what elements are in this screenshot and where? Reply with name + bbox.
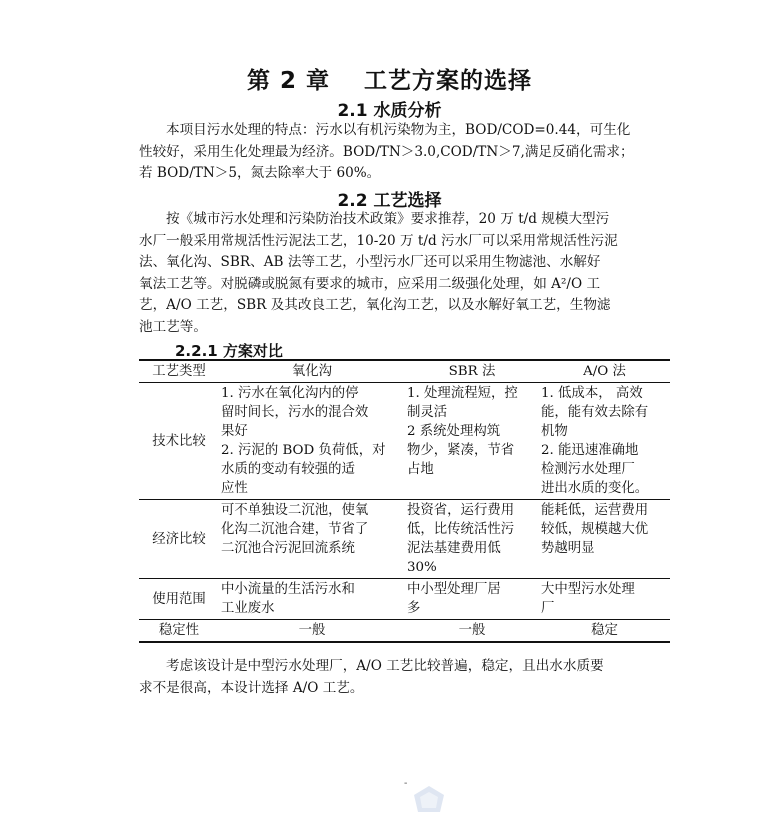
cell-line: 检测污水处理厂 [541,462,635,477]
table-row-economic [139,500,670,579]
cell-line: 可不单独设二沉池，使氧 [221,503,369,518]
cell-line: 低，比传统活性污 [407,522,515,537]
table-cell [219,579,405,620]
table-cell [405,383,539,500]
cell-line: 留时间长，污水的混合效 [221,405,369,420]
paragraph-line: 若 BOD/TN＞5，氮去除率大于 60%。 [139,165,381,181]
row-label: 技术比较 [139,383,219,500]
table-row-stability [139,620,670,643]
cell-line: 中小型处理厂居 [407,582,501,597]
table-row-technical [139,383,670,500]
cell-line: 物少，紧凑，节省 [407,443,515,458]
table-cell: 一般 [405,620,539,643]
table-header-cell: SBR 法 [405,360,539,383]
table-cell [219,383,405,500]
chapter-number: 第 2 章 [246,68,331,94]
row-label: 经济比较 [139,500,219,579]
cell-line: 应性 [221,481,248,496]
cell-line: 较低，规模越大优 [541,522,649,537]
table-header-row [139,360,670,383]
section-heading-2-1: 2.1 水质分析 [337,101,442,121]
paragraph-line: 按《城市污水处理和污染防治技术政策》要求推荐，20 万 t/d 规模大型污 [166,211,610,227]
chapter-title: 工艺方案的选择 [364,68,533,94]
paragraph-line: 考虑该设计是中型污水处理厂，A/O 工艺比较普遍，稳定，且出水水质要 [166,658,604,674]
cell-line: 2. 污泥的 BOD 负荷低，对 [221,443,386,458]
paragraph-line: 法、氧化沟、SBR、AB 法等工艺，小型污水厂还可以采用生物滤池、水解好 [139,254,601,270]
table-cell [405,500,539,579]
table-header-cell: A/O 法 [539,360,670,383]
cell-line: 中小流量的生活污水和 [221,582,355,597]
section-heading-2-2-1: 2.2.1 方案对比 [175,342,283,360]
cell-line: 投资省，运行费用 [407,503,515,518]
cell-line: 多 [407,601,421,616]
paragraph-line: 池工艺等。 [139,318,207,335]
paragraph-line: 水厂一般采用常规活性污泥法工艺，10-20 万 t/d 污水厂可以采用常规活性污泥 [139,232,618,249]
table-header-cell: 工艺类型 [139,360,219,383]
cell-line: 2 系统处理构筑 [407,424,501,439]
paragraph-line: 氧法工艺等。对脱磷或脱氮有要求的城市，应采用二级强化处理，如 A²/O 工 [139,275,601,292]
cell-line: 制灵活 [407,405,448,420]
table-cell: 稳定 [539,620,670,643]
section-2-2-paragraph [139,209,659,338]
row-label: 稳定性 [139,620,219,643]
paragraph-line: 求不是很高，本设计选择 A/O 工艺。 [139,679,364,696]
cell-line: 泥法基建费用低 [407,541,501,556]
cell-line: 占地 [407,462,434,477]
table-cell [539,579,670,620]
cell-line: 二沉池合污泥回流系统 [221,541,355,556]
paragraph-line: 本项目污水处理的特点：污水以有机污染物为主，BOD/COD=0.44，可生化 [166,122,631,138]
page-mark: - [404,778,408,789]
cell-line: 大中型污水处理 [541,582,635,597]
paragraph-line: 艺，A/O 工艺，SBR 及其改良工艺，氧化沟工艺，以及水解好氧工艺，生物滤 [139,297,611,313]
comparison-table [139,359,670,643]
table-cell [405,579,539,620]
cell-line: 水质的变动有较强的适 [221,462,355,477]
section-2-1-paragraph [139,120,659,185]
cell-line: 2. 能迅速准确地 [541,443,639,458]
table-row-scope [139,579,670,620]
table-cell [539,500,670,579]
cell-line: 30% [407,560,437,575]
cell-line: 进出水质的变化。 [541,481,649,496]
cell-line: 能，能有效去除有 [541,405,649,420]
cell-line: 1. 低成本， 高效 [541,386,643,401]
section-heading-2-2: 2.2 工艺选择 [337,191,442,211]
table-cell: 一般 [219,620,405,643]
cell-line: 工业废水 [221,601,275,616]
cell-line: 能耗低，运营费用 [541,503,649,518]
cell-line: 1. 处理流程短，控 [407,386,518,401]
watermark-logo-icon [412,784,446,814]
cell-line: 化沟二沉池合建，节省了 [221,522,369,537]
table-cell [539,383,670,500]
cell-line: 1. 污水在氧化沟内的停 [221,386,359,401]
table-header-cell: 氧化沟 [219,360,405,383]
cell-line: 厂 [541,601,555,616]
table-cell [219,500,405,579]
conclusion-paragraph [139,656,659,699]
cell-line: 势越明显 [541,541,595,556]
row-label: 使用范围 [139,579,219,620]
paragraph-line: 性较好，采用生化处理最为经济。BOD/TN＞3.0,COD/TN＞7,满足反硝化需求； [139,143,634,160]
cell-line: 机物 [541,424,568,439]
chapter-heading [0,62,779,95]
cell-line: 果好 [221,424,248,439]
